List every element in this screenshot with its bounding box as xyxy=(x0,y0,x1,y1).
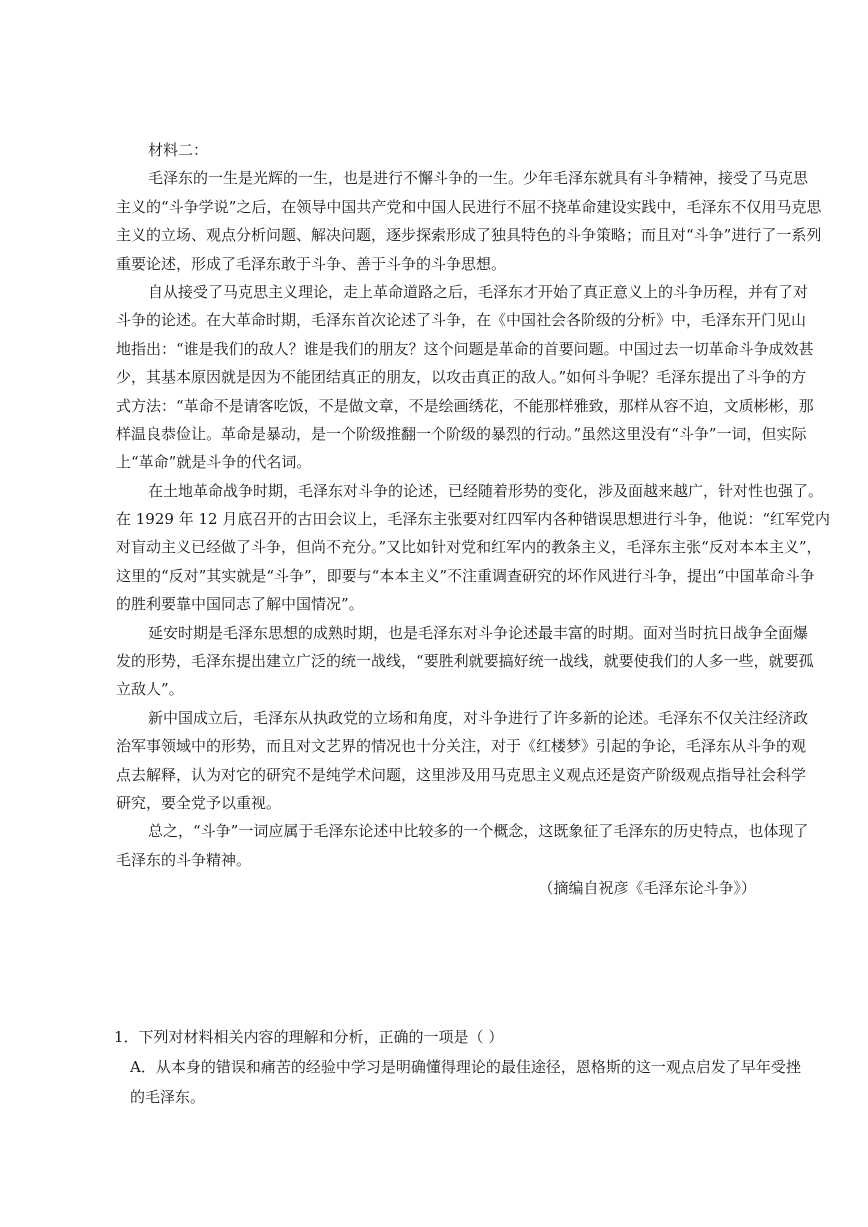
source-citation: （摘编自祝彦《毛泽东论斗争》） xyxy=(538,879,756,898)
paragraph-line: 延安时期是毛泽东思想的成熟时期，也是毛泽东对斗争论述最丰富的时期。面对当时抗日战争全面爆 xyxy=(148,623,809,642)
paragraph-line: 研究，要全党予以重视。 xyxy=(116,793,282,812)
paragraph-line: 式方法：“革命不是请客吃饭，不是做文章，不是绘画绣花，不能那样雅致，那样从容不迫，文质彬彬，那 xyxy=(116,396,814,415)
paragraph-line: 总之，“斗争”一词应属于毛泽东论述中比较多的一个概念，这既象征了毛泽东的历史特点，也体现了 xyxy=(148,822,809,841)
paragraph-line: 发的形势，毛泽东提出建立广泛的统一战线，“要胜利就要搞好统一战线，就要使我们的人多一些，就要孤 xyxy=(116,652,814,671)
paragraph-line: 点去解释，认为对它的研究不是纯学术问题，这里涉及用马克思主义观点还是资产阶级观点指导社会科学 xyxy=(116,765,807,784)
paragraph-line: 治军事领域中的形势，而且对文艺界的情况也十分关注，对于《红楼梦》引起的争论，毛泽东从斗争的观 xyxy=(116,737,807,756)
paragraph-line: 毛泽东的斗争精神。 xyxy=(116,850,252,869)
paragraph-line: 新中国成立后，毛泽东从执政党的立场和角度，对斗争进行了许多新的论述。毛泽东不仅关注经济政 xyxy=(148,708,809,727)
paragraph-line: 立敌人”。 xyxy=(116,680,184,699)
paragraph xyxy=(116,704,809,818)
paragraph-line: 对盲动主义已经做了斗争，但尚不充分。”又比如针对党和红军内的教条主义，毛泽东主张“反对本本主义”， xyxy=(116,538,822,557)
paragraph xyxy=(116,477,831,619)
paragraph-line: 上“革命”就是斗争的代名词。 xyxy=(116,453,312,472)
paragraph-line: 重要论述，形成了毛泽东敢于斗争、善于斗争的斗争思想。 xyxy=(116,254,507,273)
paragraph-line: 样温良恭俭让。革命是暴动，是一个阶级推翻一个阶级的暴烈的行动。”虽然这里没有“斗争”一词，但实际 xyxy=(116,424,807,443)
paragraph-line: 这里的“反对”其实就是“斗争”，即要与“本本主义”不注重调查研究的坏作风进行斗争，提出“中国革命斗争 xyxy=(116,566,815,585)
paragraph-line: 地指出：“谁是我们的敌人？谁是我们的朋友？这个问题是革命的首要问题。中国过去一切革命斗争成效甚 xyxy=(116,339,814,358)
question-stem: 1．下列对材料相关内容的理解和分析，正确的一项是（ ） xyxy=(114,1028,504,1046)
paragraph-line: 自从接受了马克思主义理论，走上革命道路之后，毛泽东才开始了真正意义上的斗争历程，并有了对 xyxy=(148,282,809,301)
paragraph xyxy=(116,164,822,278)
paragraph-line: 斗争的论述。在大革命时期，毛泽东首次论述了斗争，在《中国社会各阶级的分析》中，毛泽东开门见山 xyxy=(116,311,807,330)
paragraph xyxy=(116,278,814,477)
paragraph-line: 的胜利要靠中国同志了解中国情况”。 xyxy=(116,595,364,614)
paragraph xyxy=(116,817,809,874)
paragraph-line: 少，其基本原因就是因为不能团结真正的朋友，以攻击真正的敌人。”如何斗争呢？毛泽东提出了斗争的方 xyxy=(116,368,807,387)
material-body xyxy=(116,136,831,903)
material-heading: 材料二： xyxy=(148,141,209,159)
paragraph-line: 主义的“斗争学说”之后，在领导中国共产党和中国人民进行不屈不挠革命建设实践中，毛泽东不仅用马克思 xyxy=(116,197,822,216)
paragraph xyxy=(116,619,814,704)
paragraph-line: 在 1929 年 12 月底召开的古田会议上，毛泽东主张要对红四军内各种错误思想进行斗争，他说：“红军党内 xyxy=(116,510,831,529)
paragraph-line: 主义的立场、观点分析问题、解决问题，逐步探索形成了独具特色的斗争策略；而且对“斗争”进行了一系列 xyxy=(116,226,822,245)
paragraph-line: 毛泽东的一生是光辉的一生，也是进行不懈斗争的一生。少年毛泽东就具有斗争精神，接受了马克思 xyxy=(148,169,809,188)
question-block xyxy=(114,1022,801,1112)
option-a[interactable]: A．从本身的错误和痛苦的经验中学习是明确懂得理论的最佳途径，恩格斯的这一观点启发了早年受挫 xyxy=(130,1058,801,1076)
paragraph-line: 在土地革命战争时期，毛泽东对斗争的论述，已经随着形势的变化，涉及面越来越广，针对性也强了。 xyxy=(148,481,824,500)
option-a-continuation: 的毛泽东。 xyxy=(130,1088,206,1106)
